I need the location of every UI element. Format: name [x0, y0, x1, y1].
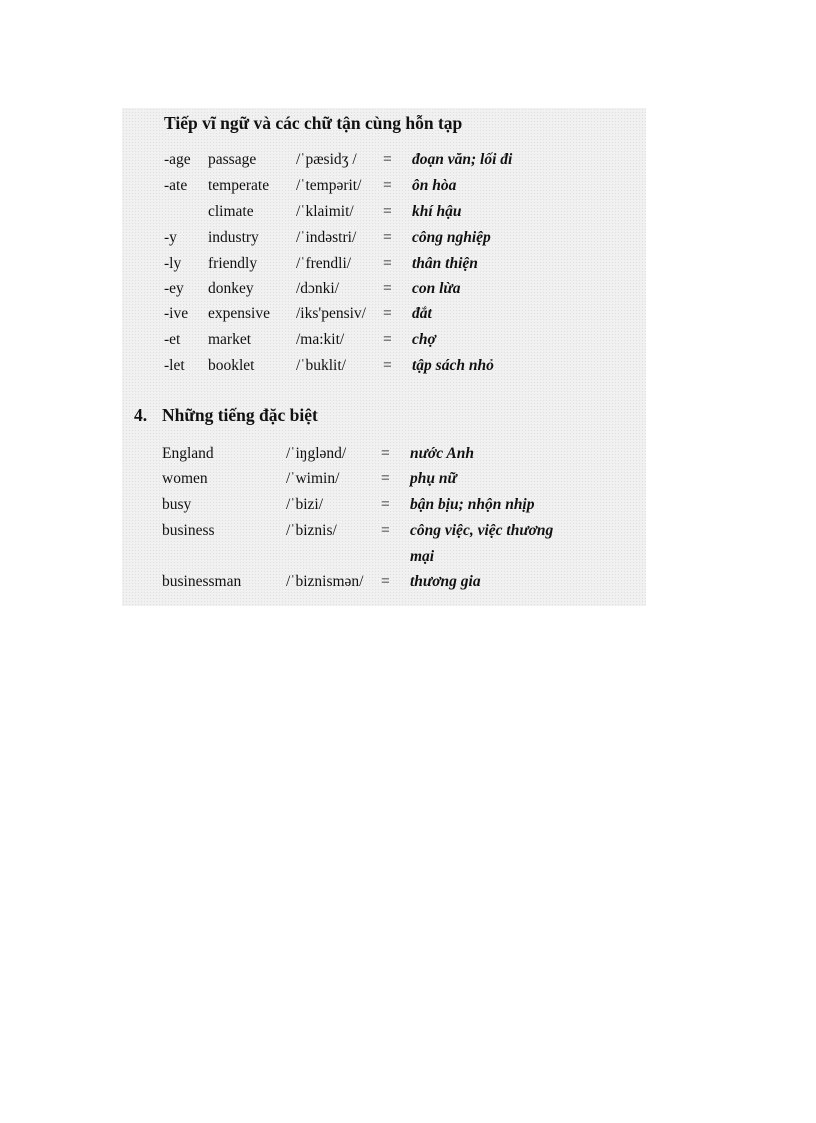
suffix: -et [164, 331, 181, 348]
equals-sign: = [381, 470, 390, 487]
vocab-row [0, 200, 816, 224]
vocab-row [0, 354, 816, 378]
word: friendly [208, 255, 258, 272]
suffix: -ey [164, 280, 184, 297]
vocab-row [0, 493, 816, 517]
meaning: khí hậu [412, 203, 462, 220]
meaning: phụ nữ [410, 470, 457, 487]
word: expensive [208, 305, 270, 322]
pronunciation: /ma:kit/ [296, 331, 345, 348]
meaning: ôn hòa [412, 177, 457, 194]
word: busy [162, 496, 192, 513]
equals-sign: = [383, 255, 392, 272]
pronunciation: /ˈfrendli/ [296, 255, 352, 272]
vocab-row [0, 252, 816, 276]
vocab-row [0, 328, 816, 352]
meaning: đắt [412, 305, 432, 322]
word: women [162, 470, 208, 487]
word: passage [208, 151, 257, 168]
equals-sign: = [383, 203, 392, 220]
pronunciation: /ˈbiznis/ [286, 522, 337, 539]
meaning: thân thiện [412, 255, 478, 272]
section-title-suffixes: Tiếp vĩ ngữ và các chữ tận cùng hỗn tạp [164, 113, 463, 133]
equals-sign: = [381, 496, 390, 513]
word: England [162, 445, 214, 462]
pronunciation: /ˈwimin/ [286, 470, 340, 487]
equals-sign: = [381, 573, 390, 590]
equals-sign: = [381, 522, 390, 539]
suffix: -ly [164, 255, 182, 272]
pronunciation: /ˈklaimit/ [296, 203, 354, 220]
equals-sign: = [383, 357, 392, 374]
meaning: tập sách nhỏ [412, 357, 494, 374]
vocab-row-continuation [0, 545, 816, 569]
pronunciation: /ˈindəstri/ [296, 229, 357, 246]
meaning: mại [410, 548, 435, 565]
vocab-row [0, 442, 816, 466]
equals-sign: = [383, 331, 392, 348]
equals-sign: = [381, 445, 390, 462]
equals-sign: = [383, 177, 392, 194]
suffix: -ive [164, 305, 189, 322]
equals-sign: = [383, 151, 392, 168]
pronunciation: /ˈbuklit/ [296, 357, 346, 374]
pronunciation: /ˈtempərit/ [296, 177, 362, 194]
pronunciation: /ˈiŋglənd/ [286, 445, 347, 462]
vocab-row [0, 570, 816, 594]
meaning: thương gia [410, 573, 481, 590]
vocab-row [0, 467, 816, 491]
vocab-row [0, 519, 816, 543]
word: booklet [208, 357, 255, 374]
suffix: -y [164, 229, 177, 246]
suffix: -age [164, 151, 191, 168]
section-title: Những tiếng đặc biệt [162, 405, 318, 425]
pronunciation: /dɔnki/ [296, 280, 340, 297]
equals-sign: = [383, 229, 392, 246]
pronunciation: /ˈbizi/ [286, 496, 324, 513]
word: donkey [208, 280, 254, 297]
word: market [208, 331, 252, 348]
meaning: chợ [412, 331, 436, 348]
pronunciation: /iks'pensiv/ [296, 305, 366, 322]
vocab-row [0, 148, 816, 172]
meaning: con lừa [412, 280, 461, 297]
word: temperate [208, 177, 270, 194]
equals-sign: = [383, 305, 392, 322]
meaning: công việc, việc thương [410, 522, 554, 539]
suffix: -let [164, 357, 185, 374]
suffix: -ate [164, 177, 188, 194]
pronunciation: /ˈpæsidʒ / [296, 151, 357, 168]
word: industry [208, 229, 259, 246]
equals-sign: = [383, 280, 392, 297]
meaning: bận bịu; nhộn nhịp [410, 496, 535, 513]
vocab-row [0, 302, 816, 326]
meaning: công nghiệp [412, 229, 491, 246]
vocab-row [0, 277, 816, 301]
word: climate [208, 203, 254, 220]
vocab-row [0, 174, 816, 198]
section-number: 4. [134, 405, 148, 425]
pronunciation: /ˈbiznismən/ [286, 573, 364, 590]
word: businessman [162, 573, 242, 590]
vocab-row [0, 226, 816, 250]
meaning: đoạn văn; lối đi [412, 151, 513, 168]
word: business [162, 522, 215, 539]
meaning: nước Anh [410, 445, 474, 462]
